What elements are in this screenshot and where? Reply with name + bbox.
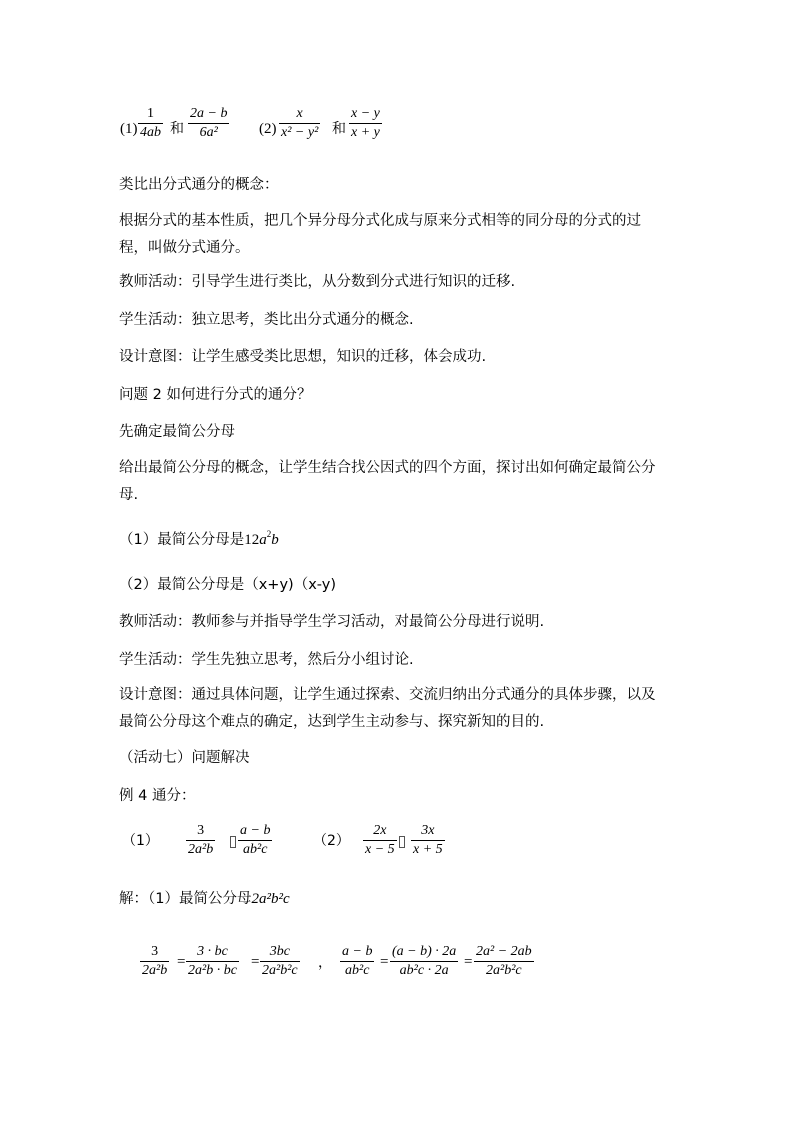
- fraction-denominator: 2a²b: [188, 842, 214, 857]
- fraction-denominator: ab²c: [345, 963, 370, 978]
- fraction-denominator: x + y: [351, 125, 380, 140]
- fraction-denominator: 2a²b²c: [486, 963, 522, 978]
- fraction-denominator: 4ab: [140, 125, 161, 140]
- fraction-denominator: x − 5: [365, 842, 395, 857]
- question-2: 问题 2 如何进行分式的通分？: [119, 387, 312, 403]
- missing-glyph-box: [399, 836, 405, 848]
- example-label-2: （2）: [313, 833, 350, 849]
- lcd-answer-1-text: （1）最简公分母是: [119, 532, 245, 548]
- lcd-answer-1-math: [244, 529, 279, 548]
- fraction-x-over-x2-minus-y2: [279, 106, 320, 141]
- fraction-denominator: x + 5: [413, 842, 443, 857]
- teacher-activity-1: 教师活动：引导学生进行类比，从分数到分式进行知识的迁移.: [119, 274, 516, 290]
- lcd-concept-paragraph: 给出最简公分母的概念，让学生结合找公因式的四个方面，探讨出如何确定最简公分母.: [119, 460, 656, 503]
- fraction-numerator: 2a² − 2ab: [476, 944, 532, 959]
- eq1-fraction-3: [260, 944, 300, 979]
- fraction-2a-minus-b-over-6a2: [188, 106, 229, 141]
- fraction-denominator: 6a²: [199, 125, 218, 140]
- teacher-activity-2: 教师活动：教师参与并指导学生学习活动，对最简公分母进行说明.: [119, 614, 545, 630]
- separator-comma: ，: [318, 955, 332, 971]
- fraction-numerator: 2a − b: [190, 106, 228, 121]
- equals-sign: =: [251, 954, 260, 970]
- fraction-denominator: ab²c · 2a: [399, 963, 449, 978]
- fraction-numerator: 2x: [373, 823, 387, 838]
- eq2-fraction-3: [474, 944, 534, 979]
- design-intent-1: 设计意图：让学生感受类比思想，知识的迁移，体会成功.: [119, 349, 487, 365]
- var-a: a: [259, 532, 267, 548]
- fraction-numerator: 3bc: [269, 944, 290, 959]
- equals-sign: =: [177, 954, 186, 970]
- example-4-heading: 例 4 通分：: [119, 788, 196, 804]
- fraction-numerator: 3: [151, 944, 159, 959]
- fraction-numerator: a − b: [342, 944, 373, 959]
- concept-analogy-heading: 类比出分式通分的概念：: [119, 177, 279, 193]
- and-word-2: 和: [332, 121, 346, 137]
- fraction-3-over-2a2b: [186, 823, 215, 858]
- fraction-denominator: ab²c: [243, 842, 268, 857]
- example-label-1: （1）: [122, 833, 159, 849]
- fraction-2x-over-x-minus-5: [363, 823, 397, 858]
- fraction-denominator: 2a²b · bc: [188, 963, 237, 978]
- fraction-numerator: 1: [147, 106, 154, 121]
- student-activity-2: 学生活动：学生先独立思考，然后分小组讨论.: [119, 652, 414, 668]
- fraction-3x-over-x-plus-5: [411, 823, 445, 858]
- equals-sign: =: [464, 954, 473, 970]
- fraction-a-minus-b-over-ab2c: [238, 823, 272, 858]
- fraction-numerator: x − y: [351, 106, 380, 121]
- fraction-numerator: a − b: [240, 823, 271, 838]
- lcd-answer-1: [119, 530, 279, 550]
- equals-sign: =: [380, 954, 389, 970]
- fraction-x-minus-y-over-x-plus-y: [349, 106, 382, 141]
- problem-label-1: (1): [120, 121, 138, 137]
- fraction-numerator: x: [296, 106, 303, 121]
- fraction-denominator: 2a²b²c: [262, 963, 298, 978]
- fraction-denominator: 2a²b: [142, 963, 168, 978]
- coef: 12: [244, 532, 260, 548]
- fraction-numerator: 3x: [421, 823, 435, 838]
- solution-intro: [119, 889, 290, 909]
- concept-definition: 根据分式的基本性质，把几个异分母分式化成与原来分式相等的同分母的分式的过程，叫做分式通分。: [119, 213, 641, 256]
- design-intent-2: 设计意图：通过具体问题，让学生通过探索、交流归纳出分式通分的具体步骤，以及最简公分母这个难点的确定，达到学生主动参与、探究新知的目的.: [119, 687, 656, 730]
- solution-intro-text: 解：（1）最简公分母: [119, 891, 252, 907]
- eq2-fraction-1: [340, 944, 374, 979]
- student-activity-1: 学生活动：独立思考，类比出分式通分的概念.: [119, 312, 414, 328]
- lcd-answer-2: （2）最简公分母是（x+y)（x-y): [119, 577, 336, 593]
- eq2-fraction-2: [390, 944, 458, 979]
- eq1-fraction-1: [140, 944, 169, 979]
- activity-seven-heading: （活动七）问题解决: [119, 750, 250, 766]
- fraction-denominator: x² − y²: [281, 125, 319, 140]
- exponent: 2: [266, 529, 272, 539]
- fraction-numerator: 3: [197, 823, 205, 838]
- and-word-1: 和: [170, 121, 184, 137]
- var-b: b: [271, 532, 279, 548]
- missing-glyph-box: [230, 836, 236, 848]
- fraction-1-over-4ab: [138, 106, 163, 141]
- fraction-numerator: (a − b) · 2a: [392, 944, 457, 959]
- solution-lcd-math: 2a²b²c: [251, 891, 290, 907]
- eq1-fraction-2: [186, 944, 239, 979]
- step-determine-lcd: 先确定最简公分母: [119, 424, 235, 440]
- fraction-numerator: 3 · bc: [197, 944, 228, 959]
- problem-label-2: (2): [259, 121, 277, 137]
